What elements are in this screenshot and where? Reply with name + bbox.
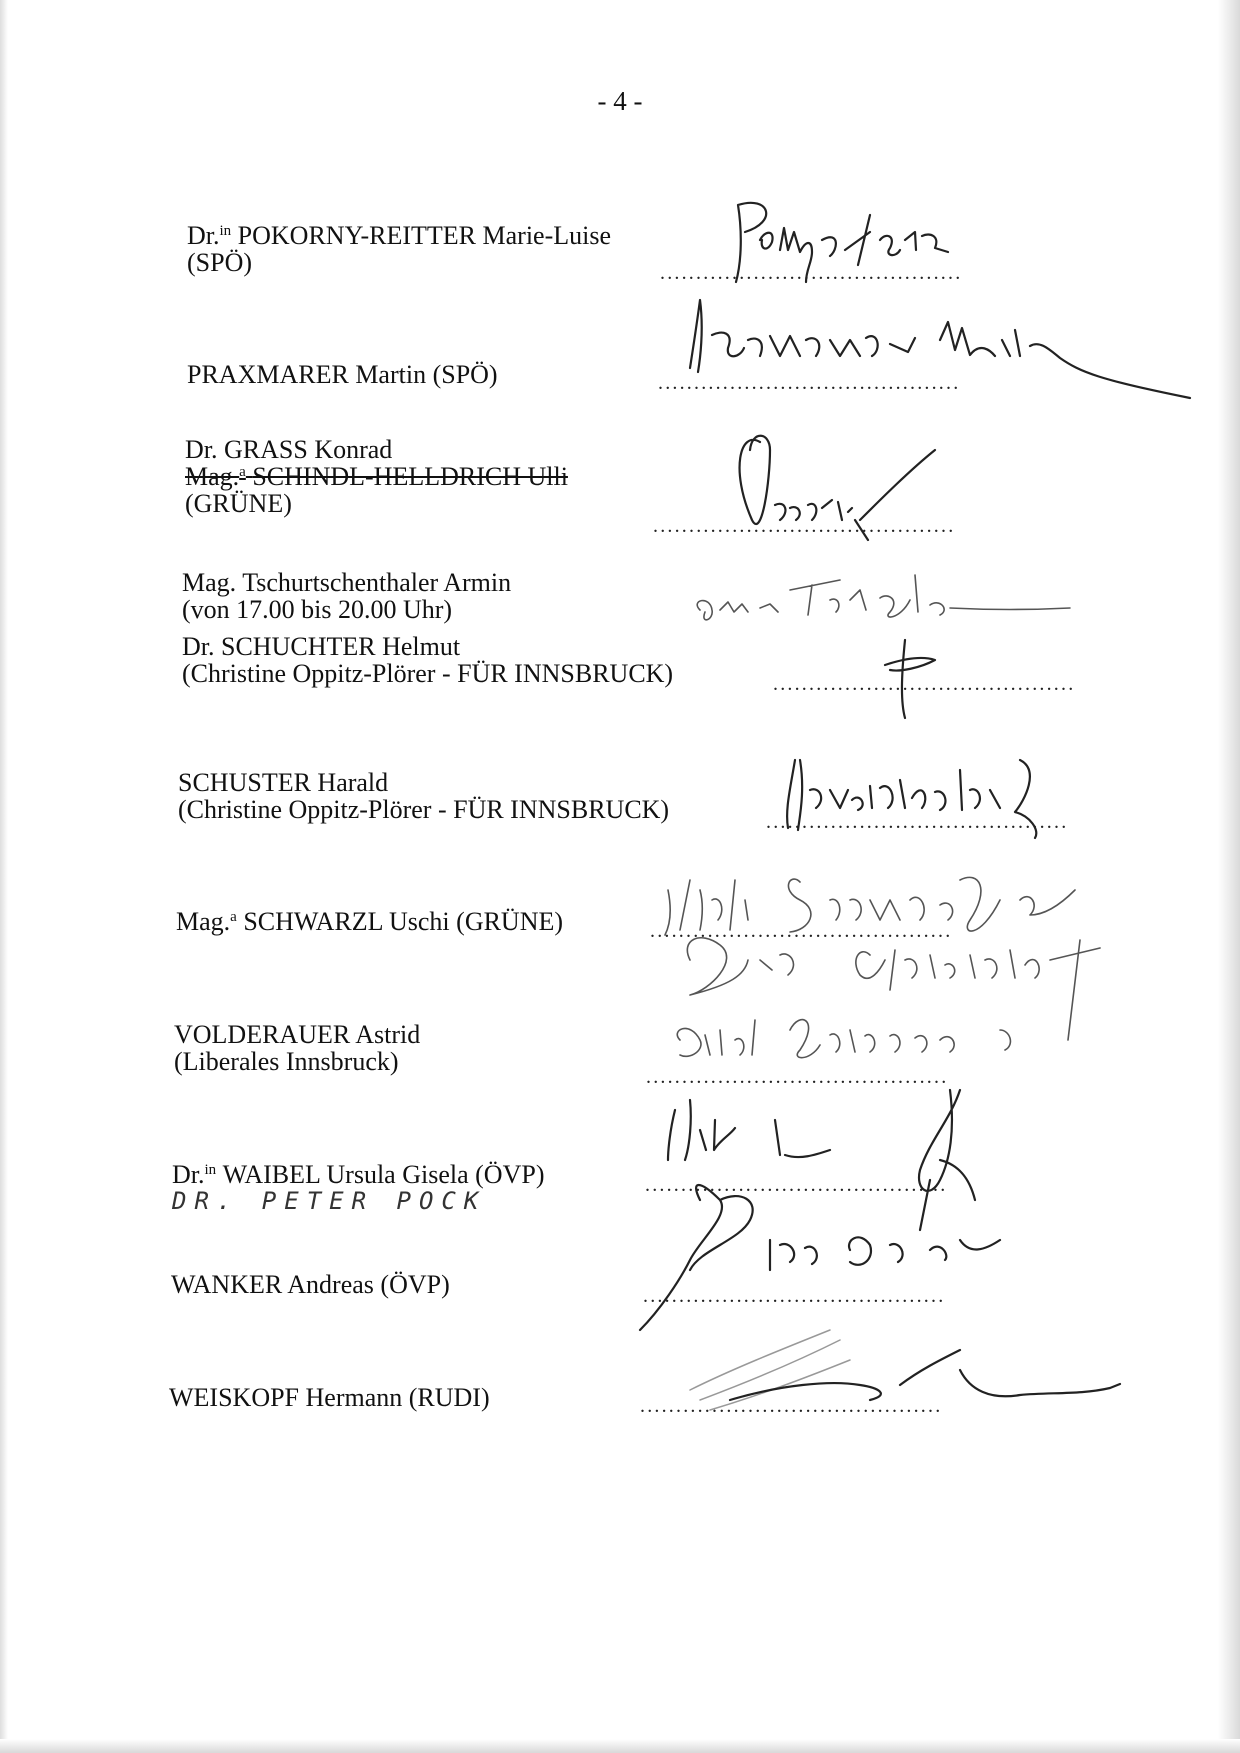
signature-line: .......................................... <box>653 515 956 537</box>
signature-line: .......................................... <box>640 1395 943 1417</box>
party-text: (Christine Oppitz-Plörer - FÜR INNSBRUCK) <box>182 659 674 688</box>
signature-pokorny-reitter-icon <box>736 203 948 282</box>
struck-name-text: Mag.$^a$ SCHINDL-HELLDRICH Ulli <box>185 462 568 491</box>
title-suffix: in <box>204 1162 217 1178</box>
party-text: (Liberales Innsbruck) <box>174 1047 399 1076</box>
signature-volderauer-icon <box>677 1020 1010 1058</box>
name-text: SCHUSTER Harald <box>178 768 389 797</box>
time-note: (von 17.00 bis 20.00 Uhr) <box>182 595 453 624</box>
name-text: Mag. Tschurtschenthaler Armin <box>182 568 512 597</box>
signature-praxmarer-icon <box>690 300 1190 398</box>
name-text: Dr. SCHUCHTER Helmut <box>182 632 461 661</box>
name-text: PRAXMARER Martin (SPÖ) <box>187 360 498 389</box>
signature-schuster-icon <box>787 760 1036 838</box>
signature-gstettenbauer-icon <box>687 938 1100 1040</box>
name-text: WANKER Andreas (ÖVP) <box>171 1270 450 1299</box>
title-prefix: Mag. <box>176 907 231 936</box>
title-prefix: Dr. <box>187 221 220 250</box>
name-text: WEISKOPF Hermann (RUDI) <box>169 1383 490 1412</box>
handwritten-note: DR. PETER POCK <box>172 1187 487 1215</box>
party-text: (GRÜNE) <box>185 489 292 518</box>
signature-line: .......................................... <box>650 920 953 942</box>
signature-line: .......................................... <box>766 811 1069 833</box>
signature-grass-icon <box>740 436 935 540</box>
signature-line: .......................................... <box>658 372 961 394</box>
signature-wanker-icon <box>640 1185 1000 1330</box>
title-prefix: Dr. <box>172 1160 205 1189</box>
name-text: POKORNY-REITTER Marie-Luise <box>237 221 612 250</box>
party-text: (SPÖ) <box>187 248 253 277</box>
signature-line: .......................................... <box>660 262 963 284</box>
signature-line: .......................................... <box>643 1285 946 1307</box>
title-suffix: in <box>219 223 232 239</box>
name-text: WAIBEL Ursula Gisela (ÖVP) <box>222 1160 545 1189</box>
name-text: VOLDERAUER Astrid <box>174 1020 421 1049</box>
signature-line: .......................................... <box>773 673 1076 695</box>
signature-line: .......................................... <box>645 1174 948 1196</box>
title-suffix: a <box>230 909 237 925</box>
signature-pock-icon <box>668 1090 975 1230</box>
signature-line: .......................................... <box>646 1066 949 1088</box>
signature-weiskopf-icon <box>690 1330 1120 1410</box>
signature-tschurtschenthaler-icon <box>697 575 1070 620</box>
name-text: SCHWARZL Uschi (GRÜNE) <box>243 907 564 936</box>
name-text: Dr. GRASS Konrad <box>185 435 393 464</box>
signature-schuchter-icon <box>885 640 935 718</box>
page-number: - 4 - <box>597 86 643 116</box>
party-text: (Christine Oppitz-Plörer - FÜR INNSBRUCK) <box>178 795 670 824</box>
signature-schwarzl-icon <box>665 877 1075 935</box>
